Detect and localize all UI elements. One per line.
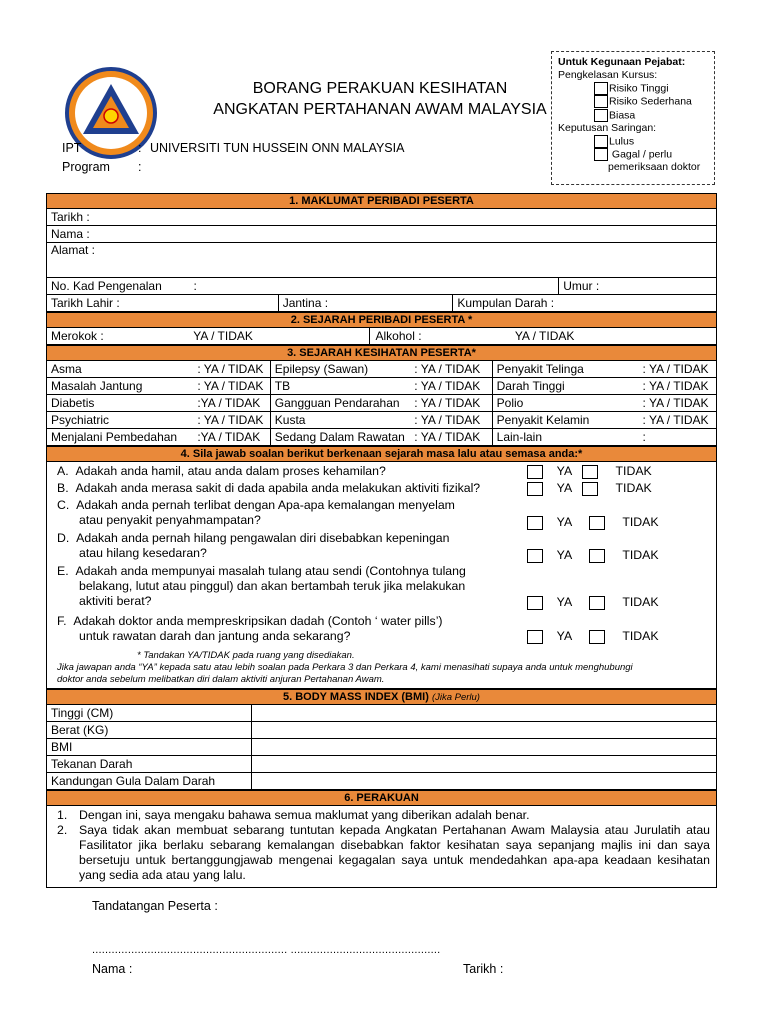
biasa-label: Biasa: [609, 108, 636, 121]
section-2-table: [46, 312, 717, 345]
section-4-header: [46, 446, 717, 462]
cond-label: Kusta: [270, 412, 410, 429]
tarikh-lahir-field[interactable]: Tarikh Lahir :: [47, 295, 279, 312]
question-letter: D.: [57, 531, 70, 545]
question-text: Adakah doktor anda mempreskripsikan dadah (Contoh ‘ water pills’): [73, 614, 443, 628]
cond-answer[interactable]: : YA / TIDAK: [193, 412, 270, 429]
declaration-text: Dengan ini, saya mengaku bahawa semua maklumat yang diberikan adalah benar.: [79, 808, 530, 822]
question-letter: A.: [57, 464, 69, 478]
cond-answer[interactable]: : YA / TIDAK: [639, 361, 717, 378]
ipt-colon: :: [138, 141, 142, 155]
tidak-checkbox[interactable]: [582, 482, 598, 496]
section-3-table: [46, 345, 717, 446]
risiko-sederhana-checkbox[interactable]: [594, 95, 608, 108]
form-title: [160, 78, 600, 120]
bmi-row-label: BMI: [47, 739, 252, 756]
pengkelasan-label: Pengkelasan Kursus:: [558, 69, 658, 81]
tidak-checkbox[interactable]: [589, 596, 605, 610]
section-4-title: 4. Sila jawab soalan berikut berkenaan sejarah masa lalu atau semasa anda:*: [47, 447, 717, 462]
cond-answer[interactable]: : YA / TIDAK: [410, 395, 492, 412]
cond-answer[interactable]: : YA / TIDAK: [410, 429, 492, 446]
declaration-item-2: 2. Saya tidak akan membuat sebarang tuntutan kepada Angkatan Pertahanan Awam Malaysia atau Jurulatih atau Fasilitator jika berlaku sebarang kemalangan disebabkan faktor kesihatan saya sepanjang majlis ini dan saya bersetuju untuk bertanggungjawab mengenai kegagalan saya untuk mendedahkan apa-apa keadaan kesihatan yang sedia ada atau yang lalu.: [57, 823, 710, 882]
gagal-checkbox[interactable]: [594, 148, 608, 161]
keputusan-label: Keputusan Saringan:: [558, 121, 657, 134]
health-form: [46, 193, 717, 888]
question-letter: C.: [57, 498, 70, 512]
risiko-sederhana-label: Risiko Sederhana: [609, 95, 692, 108]
section-6-header: [46, 790, 717, 806]
bmi-row-label: Tekanan Darah: [47, 756, 252, 773]
tarikh-signature-label: Tarikh :: [463, 962, 504, 976]
cond-label: Epilepsy (Sawan): [270, 361, 410, 378]
question-text-2: untuk rawatan darah dan jantung anda sekarang?: [79, 629, 351, 643]
bmi-row-value[interactable]: [251, 773, 716, 790]
question-letter: F.: [57, 614, 67, 628]
biasa-checkbox[interactable]: [594, 109, 608, 122]
title-line-1: BORANG PERAKUAN KESIHATAN: [252, 80, 508, 97]
ya-label: YA: [556, 629, 573, 643]
tidak-checkbox[interactable]: [589, 549, 605, 563]
cond-label: Menjalani Pembedahan: [47, 429, 194, 446]
section-6-title: 6. PERAKUAN: [47, 791, 717, 806]
cond-label: Psychiatric: [47, 412, 194, 429]
declaration: [46, 806, 717, 888]
tidak-label: TIDAK: [622, 595, 659, 609]
alamat-field[interactable]: Alamat :: [47, 243, 717, 278]
cond-answer[interactable]: : YA / TIDAK: [639, 412, 717, 429]
bmi-row-label: Tinggi (CM): [47, 705, 252, 722]
tidak-checkbox[interactable]: [582, 465, 598, 479]
cond-label: TB: [270, 378, 410, 395]
merokok-label: Merokok :: [47, 328, 190, 345]
signature-label: Tandatangan Peserta :: [92, 899, 218, 913]
cond-answer[interactable]: : YA / TIDAK: [410, 378, 492, 395]
gagal-label: Gagal / perlu: [611, 148, 673, 161]
question-b: [47, 481, 716, 498]
lulus-label: Lulus: [609, 135, 635, 148]
question-text-2: atau hilang kesedaran?: [79, 546, 207, 560]
bmi-title: 5. BODY MASS INDEX (BMI): [283, 690, 429, 703]
ya-checkbox[interactable]: [527, 465, 543, 479]
note-tandakan: * Tandakan YA/TIDAK pada ruang yang disediakan.: [137, 650, 355, 661]
cond-label: Lain-lain: [492, 429, 638, 446]
tarikh-field[interactable]: Tarikh :: [47, 209, 717, 226]
question-letter: B.: [57, 481, 69, 495]
lulus-checkbox[interactable]: [594, 135, 608, 148]
bmi-row-value[interactable]: [251, 722, 716, 739]
title-line-2: ANGKATAN PERTAHANAN AWAM MALAYSIA: [213, 101, 547, 118]
cond-answer[interactable]: :: [639, 429, 717, 446]
question-d: [47, 531, 716, 564]
ya-label: YA: [556, 481, 573, 495]
ya-checkbox[interactable]: [527, 630, 543, 644]
tidak-label: TIDAK: [615, 481, 652, 495]
tidak-label: TIDAK: [615, 464, 652, 478]
cond-label: Asma: [47, 361, 194, 378]
section-1-table: [46, 193, 717, 312]
question-a: [47, 462, 716, 481]
ic-field[interactable]: :: [189, 278, 558, 295]
ya-checkbox[interactable]: [527, 596, 543, 610]
section-3-title: 3. SEJARAH KESIHATAN PESERTA*: [47, 346, 717, 361]
bmi-row-value[interactable]: [251, 739, 716, 756]
program-label: Program: [62, 160, 110, 174]
tidak-checkbox[interactable]: [589, 630, 605, 644]
risiko-tinggi-label: Risiko Tinggi: [609, 82, 669, 95]
question-e: [47, 564, 716, 614]
declaration-text: Saya tidak akan membuat sebarang tuntutan kepada Angkatan Pertahanan Awam Malaysia atau Jurulatih atau Fasilitator jika berlaku sebarang kemalangan disebabkan faktor kesihatan saya sepanjang majlis ini dan saya bersetuju untuk bertanggungjawab mengenai kegagalan saya untuk mendedahkan apa-apa keadaan kesihatan yang sedia ada atau yang lalu.: [79, 823, 710, 882]
nama-signature-label: Nama :: [92, 962, 133, 976]
tidak-label: TIDAK: [622, 515, 659, 529]
bmi-row-value[interactable]: [251, 756, 716, 773]
cond-answer[interactable]: : YA / TIDAK: [639, 378, 717, 395]
umur-field[interactable]: Umur :: [559, 278, 717, 295]
question-text: Adakah anda hamil, atau anda dalam proses kehamilan?: [75, 464, 386, 478]
ipt-label: IPT: [62, 141, 82, 155]
question-f: [47, 614, 716, 648]
ic-label: No. Kad Pengenalan: [47, 278, 190, 295]
cond-answer[interactable]: : YA / TIDAK: [193, 361, 270, 378]
section-4-note: [47, 648, 716, 688]
ya-label: YA: [556, 464, 573, 478]
cond-label: Penyakit Kelamin: [492, 412, 638, 429]
signature-line[interactable]: ............................................................ ..............................................: [92, 944, 441, 956]
declaration-item-1: 1. Dengan ini, saya mengaku bahawa semua maklumat yang diberikan adalah benar.: [57, 808, 530, 822]
office-title: Untuk Kegunaan Pejabat:: [558, 56, 686, 68]
question-text-2: atau penyakit penyahmampatan?: [79, 513, 261, 527]
bmi-row-label: Berat (KG): [47, 722, 252, 739]
question-text: Adakah anda pernah terlibat dengan Apa-apa kemalangan menyelam: [76, 498, 455, 512]
merokok-answer[interactable]: YA / TIDAK: [189, 328, 369, 345]
cond-label: Gangguan Pendarahan: [270, 395, 410, 412]
alkohol-label: Alkohol :: [369, 328, 509, 345]
note-advice-2: doktor anda sebelum melibatkan diri dalam aktiviti anjuran Pertahanan Awam.: [57, 674, 385, 685]
cond-label: Penyakit Telinga: [492, 361, 638, 378]
tidak-label: TIDAK: [622, 629, 659, 643]
tidak-checkbox[interactable]: [589, 516, 605, 530]
cond-label: Polio: [492, 395, 638, 412]
section-2-title: 2. SEJARAH PERIBADI PESERTA *: [47, 313, 717, 328]
cond-answer[interactable]: : YA / TIDAK: [410, 412, 492, 429]
question-text: Adakah anda merasa sakit di dada apabila anda melakukan aktiviti fizikal?: [75, 481, 481, 495]
question-text: Adakah anda pernah hilang pengawalan diri disebabkan kepeningan: [76, 531, 450, 545]
bmi-row-value[interactable]: [251, 705, 716, 722]
alkohol-answer[interactable]: YA / TIDAK: [509, 328, 717, 345]
bmi-title-note: (Jika Perlu): [431, 691, 480, 703]
cond-label: Sedang Dalam Rawatan: [270, 429, 410, 446]
section-5-title: [47, 690, 717, 705]
jantina-field[interactable]: Jantina :: [278, 295, 453, 312]
cond-answer[interactable]: :YA / TIDAK: [193, 429, 270, 446]
office-use-box: [551, 51, 715, 185]
ya-checkbox[interactable]: [527, 482, 543, 496]
kumpulan-darah-field[interactable]: Kumpulan Darah :: [453, 295, 717, 312]
question-text-2: belakang, lutut atau pinggul) dan akan bertambah teruk jika melakukan: [79, 579, 466, 593]
cond-label: Darah Tinggi: [492, 378, 638, 395]
cond-answer[interactable]: :YA / TIDAK: [193, 395, 270, 412]
bmi-row-label: Kandungan Gula Dalam Darah: [47, 773, 252, 790]
cond-label: Masalah Jantung: [47, 378, 194, 395]
cond-label: Diabetis: [47, 395, 194, 412]
question-c: [47, 498, 716, 531]
section-1-title: 1. MAKLUMAT PERIBADI PESERTA: [47, 194, 717, 209]
ya-checkbox[interactable]: [527, 549, 543, 563]
ya-label: YA: [556, 595, 573, 609]
section-4-questions: [46, 462, 717, 689]
question-text-3: aktiviti berat?: [79, 594, 152, 608]
question-text: Adakah anda mempunyai masalah tulang atau sendi (Contohnya tulang: [75, 564, 466, 578]
program-colon[interactable]: :: [138, 160, 142, 174]
ipt-value: UNIVERSITI TUN HUSSEIN ONN MALAYSIA: [150, 141, 405, 155]
question-letter: E.: [57, 564, 69, 578]
ya-checkbox[interactable]: [527, 516, 543, 530]
gagal-label-2: pemeriksaan doktor: [608, 161, 701, 174]
risiko-tinggi-checkbox[interactable]: [594, 82, 608, 95]
ya-label: YA: [556, 548, 573, 562]
ya-label: YA: [556, 515, 573, 529]
note-advice-1: Jika jawapan anda “YA” kepada satu atau lebih soalan pada Perkara 3 dan Perkara 4, kami menasihati supaya anda untuk menghubungi: [57, 662, 633, 673]
section-5-table: [46, 689, 717, 790]
cond-answer[interactable]: : YA / TIDAK: [410, 361, 492, 378]
cond-answer[interactable]: : YA / TIDAK: [193, 378, 270, 395]
tidak-label: TIDAK: [622, 548, 659, 562]
cond-answer[interactable]: : YA / TIDAK: [639, 395, 717, 412]
nama-field[interactable]: Nama :: [47, 226, 717, 243]
